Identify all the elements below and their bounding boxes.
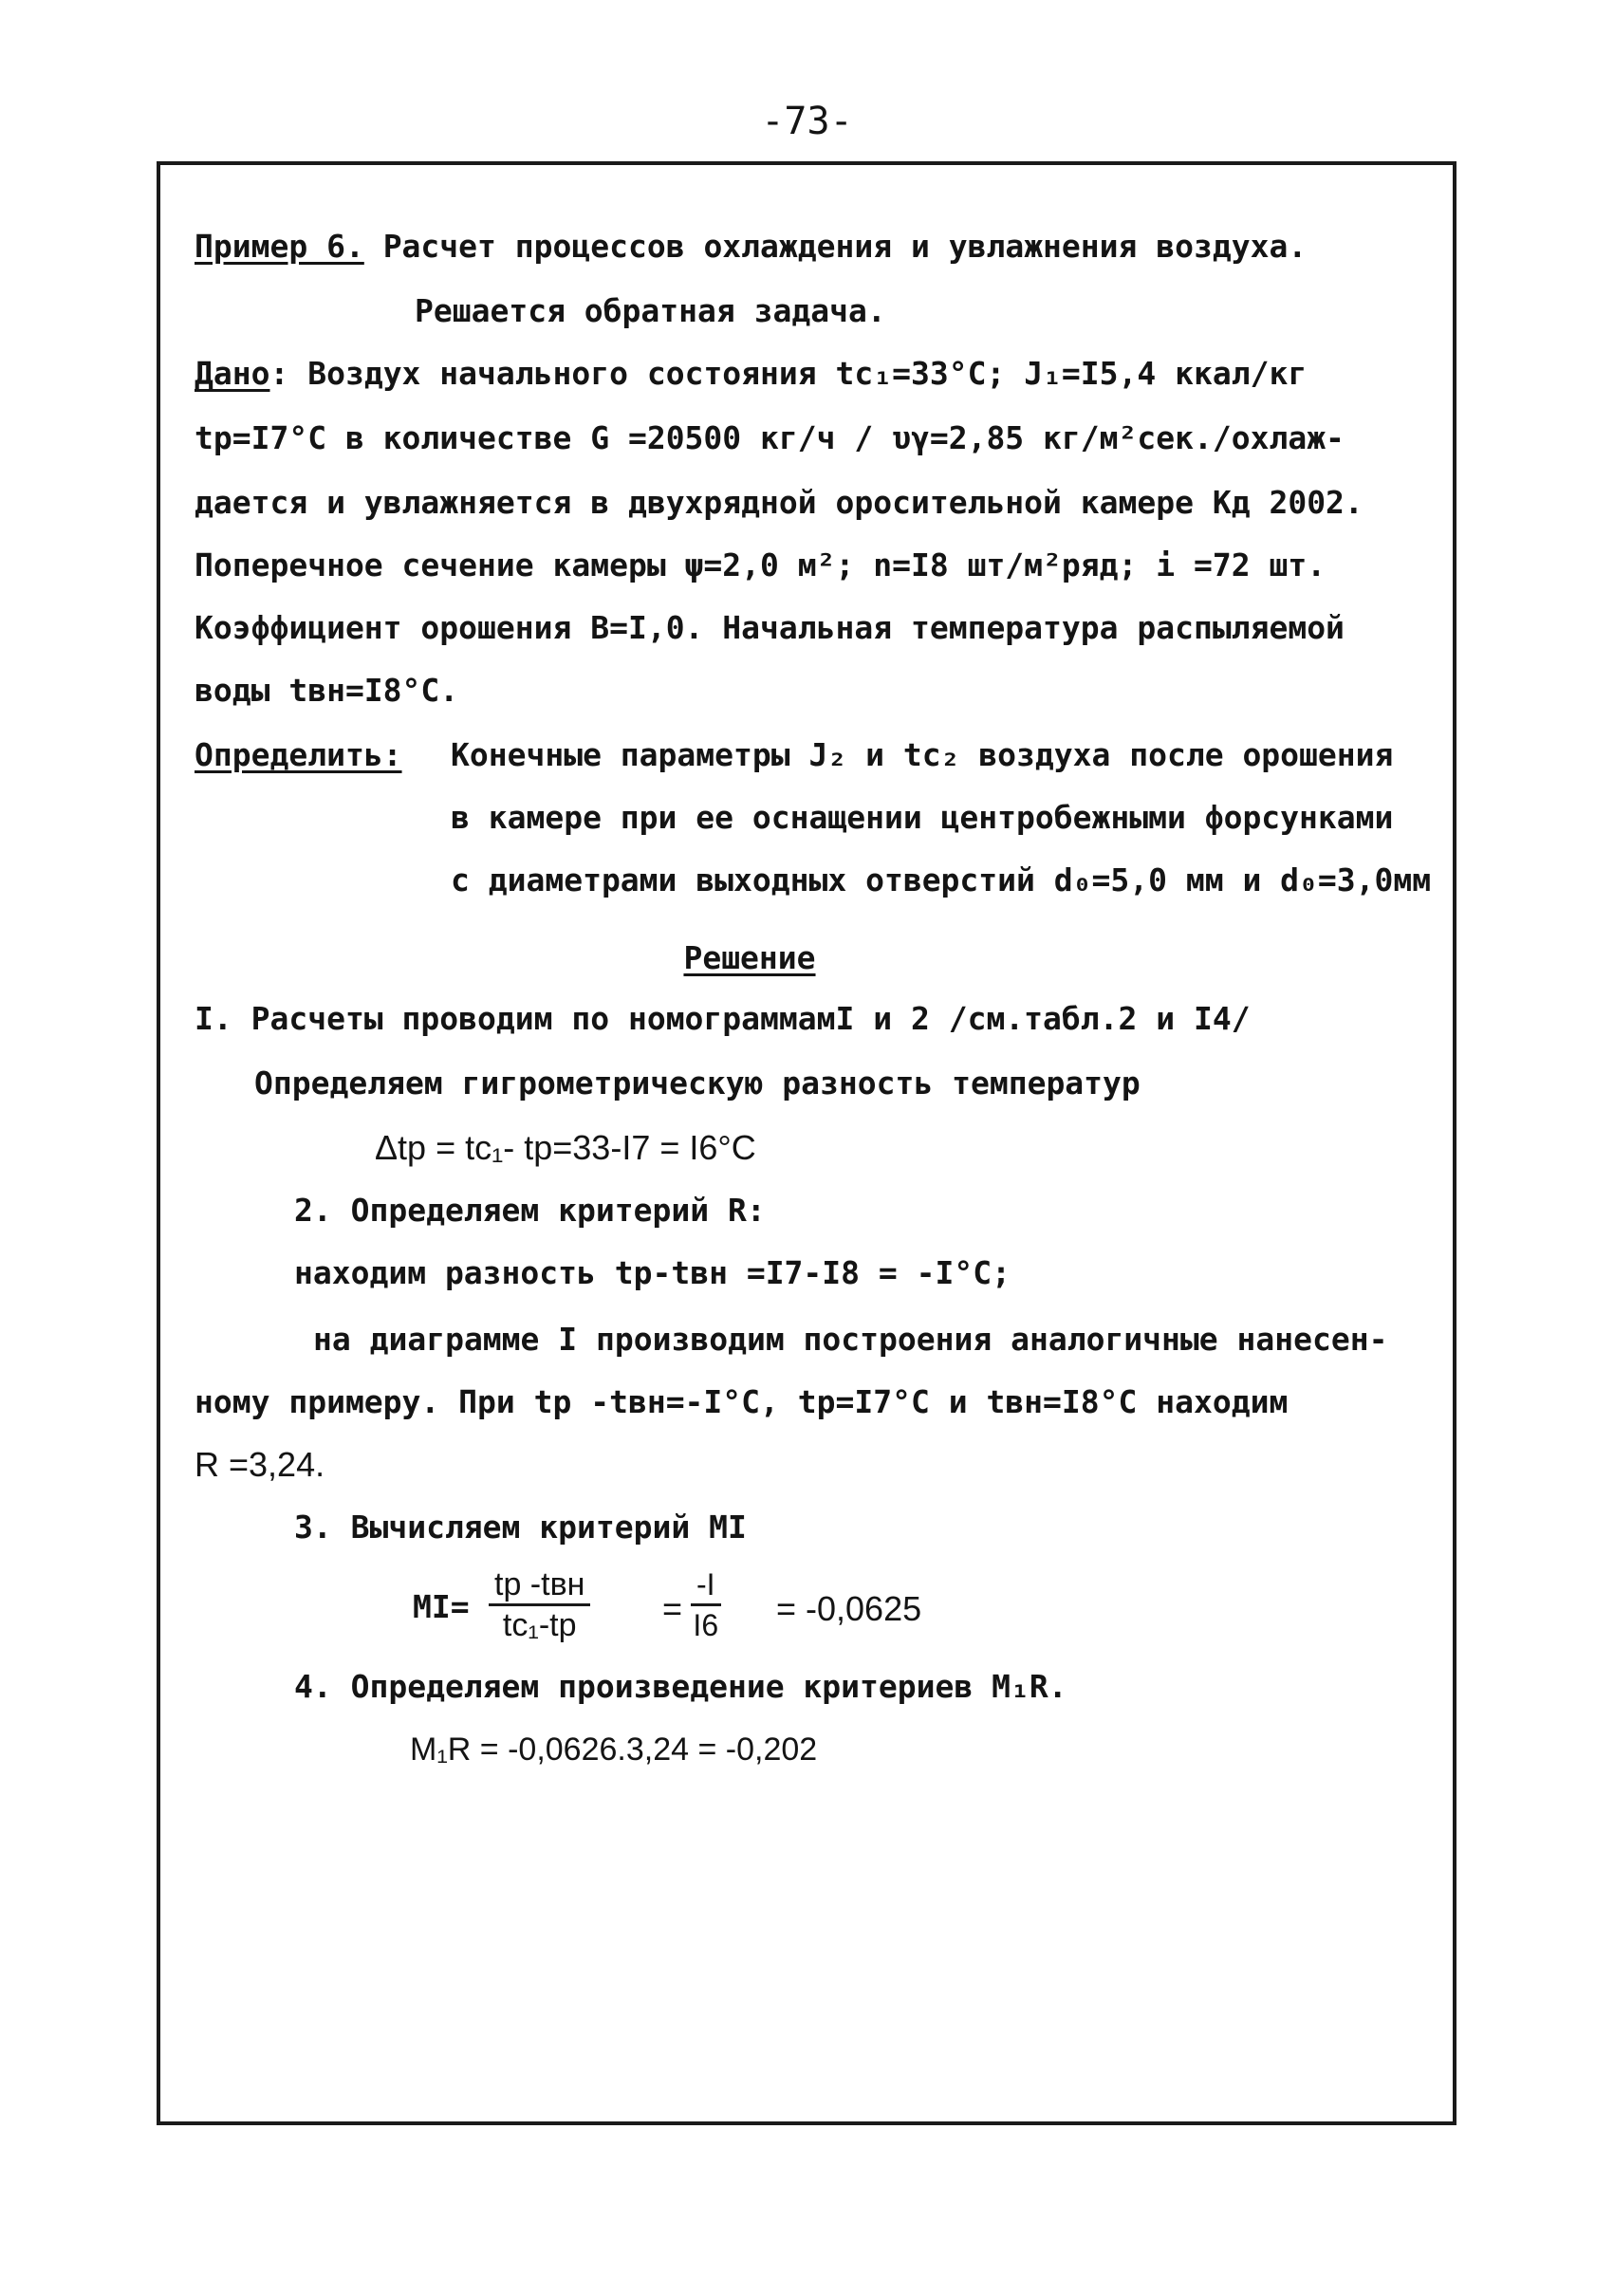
mi-numerator: tр -tвн <box>489 1565 590 1606</box>
mi-fraction <box>489 1565 590 1644</box>
page-number: -73- <box>761 100 853 143</box>
step-2-line-3: на диаграмме I производим построения аналогичные нанесен- <box>313 1321 1388 1358</box>
mi-denominator-2: I6 <box>693 1608 719 1642</box>
mi-fraction-2 <box>691 1565 721 1644</box>
example-label: Пример 6. <box>195 228 364 265</box>
given-line-5: Коэффициент орошения B=I,0. Начальная температура распыляемой <box>195 609 1345 646</box>
mi-numerator-2: -I <box>691 1565 721 1606</box>
determine-line-2: в камере при ее оснащении центробежными форсунками <box>451 799 1394 836</box>
step-2: 2. Определяем критерий R: <box>294 1192 766 1229</box>
given-line-1 <box>195 353 1307 395</box>
mi-result: = -0,0625 <box>776 1589 922 1628</box>
mi-denominator: tс₁-tр <box>502 1607 577 1643</box>
given-line-1-text: : Воздух начального состояния tс₁=33°С; J₁=I5,4 ккал/кг <box>269 355 1308 392</box>
determine-label-text: Определить: <box>195 736 402 773</box>
mi-lhs: MI= <box>413 1588 470 1625</box>
solution-heading-text: Решение <box>683 939 816 976</box>
step-4-formula: M₁R = -0,0626.3,24 = -0,202 <box>410 1731 818 1768</box>
step-2-result: R =3,24. <box>195 1445 325 1484</box>
determine-line-3: с диаметрами выходных отверстий d₀=5,0 мм и d₀=3,0мм <box>451 861 1432 898</box>
given-label: Дано <box>195 355 270 392</box>
determine-line-1: Конечные параметры J₂ и tс₂ воздуха после орошения <box>451 736 1394 773</box>
step-3: 3. Вычисляем критерий MI <box>294 1509 747 1546</box>
given-line-4: Поперечное сечение камеры ψ=2,0 м²; n=I8 шт/м²ряд; i =72 шт. <box>195 546 1326 583</box>
example-title <box>195 226 1307 268</box>
example-title-text: Расчет процессов охлаждения и увлажнения воздуха. <box>382 228 1308 265</box>
given-line-2: tр=I7°С в количестве G =20500 кг/ч / υγ=2,85 кг/м²сек./охлаж- <box>195 419 1345 456</box>
step-2-text: находим разность tр-tвн =I7-I8 = -I°С; <box>294 1254 1011 1291</box>
mi-equals: = <box>662 1589 683 1628</box>
step-1: I. Расчеты проводим по номограммамI и 2 /см.табл.2 и I4/ <box>195 1000 1251 1037</box>
step-1-text: Определяем гигрометрическую разность температур <box>254 1065 1141 1102</box>
step-4: 4. Определяем произведение критериев M₁R. <box>294 1668 1067 1705</box>
determine-label <box>195 734 402 776</box>
given-line-6: воды tвн=I8°С. <box>195 672 459 709</box>
step-2-line-4: ному примеру. При tр -tвн=-I°С, tр=I7°С и tвн=I8°С находим <box>195 1383 1289 1420</box>
example-subtitle: Решается обратная задача. <box>415 292 886 329</box>
step-1-formula: Δtр = tс₁- tр=33-I7 = I6°С <box>375 1128 756 1167</box>
given-line-3: дается и увлажняется в двухрядной оросительной камере Кд 2002. <box>195 484 1364 521</box>
solution-heading <box>0 937 1499 979</box>
